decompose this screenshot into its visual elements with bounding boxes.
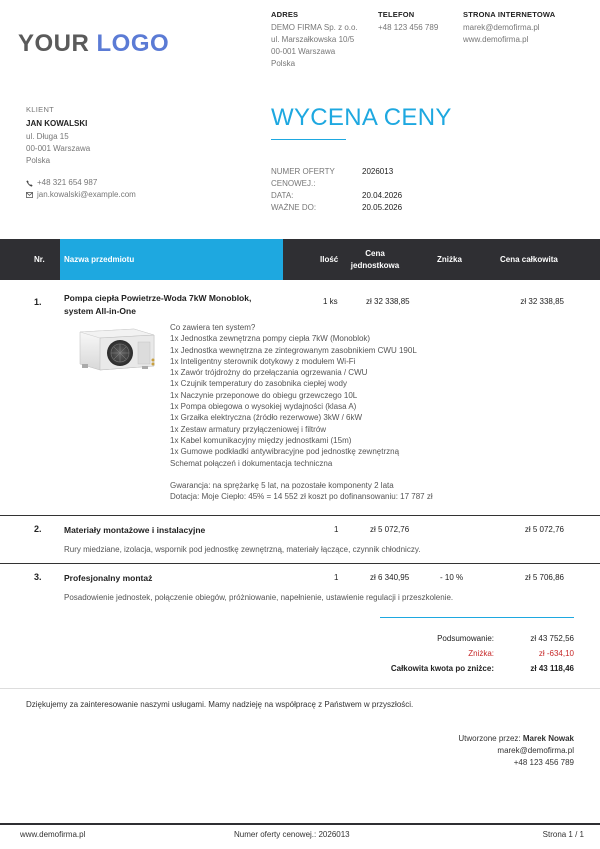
- row-description: Posadowienie jednostek, połączenie obiegów, próżniowanie, napełnienie, ustawienie regulacji i przeszkolenie.: [64, 593, 454, 602]
- discount-value: zł -634,10: [538, 649, 574, 658]
- created-by-email[interactable]: marek@demofirma.pl: [497, 746, 574, 755]
- client-phone-row: [26, 177, 136, 189]
- address-line: Polska: [271, 59, 296, 68]
- header-unit-price-line1: Cena: [365, 249, 385, 258]
- title-underline: [271, 139, 346, 140]
- description-line: 1x Jednostka wewnętrzna ze zintegrowanym zasobnikiem CWU 190L: [170, 345, 417, 355]
- row-unit-price: zł 32 338,85: [366, 297, 410, 306]
- row-unit-price: zł 6 340,95: [370, 573, 410, 582]
- footer-offer-number: Numer oferty cenowej.: 2026013: [234, 830, 350, 839]
- description-line: 1x Zawór trójdrożny do przełączania ogrzewania / CWU: [170, 368, 368, 378]
- row-item-name-line1: Pompa ciepła Powietrze-Woda 7kW Monoblok,: [64, 293, 252, 303]
- row-item-name: Profesjonalny montaż: [64, 573, 153, 583]
- client-block: [26, 105, 136, 201]
- client-address-line: 00-001 Warszawa: [26, 144, 91, 153]
- description-line: 1x Kabel komunikacyjny między jednostkami (15m): [170, 435, 352, 445]
- thank-you-note: Dziękujemy za zainteresowanie naszymi usługami. Mamy nadzieję na współpracę z Państwem w przyszłości.: [26, 700, 414, 709]
- row-item-name: [64, 292, 251, 318]
- valid-until-date: 20.05.2026: [362, 203, 403, 212]
- description-line: 1x Inteligentny sterownik dotykowy z modułem Wi-Fi: [170, 356, 356, 366]
- grand-total-value: zł 43 118,46: [530, 664, 574, 673]
- logo-word-your: YOUR: [18, 30, 90, 57]
- client-label: KLIENT: [26, 105, 55, 114]
- row-item-name-line2: system All-in-One: [64, 306, 136, 316]
- created-by-block: [374, 733, 574, 769]
- product-image: [74, 326, 158, 372]
- client-address-line: Polska: [26, 156, 51, 165]
- email-icon: [26, 192, 34, 198]
- row-separator: [0, 563, 600, 564]
- company-website[interactable]: www.demofirma.pl: [463, 35, 529, 44]
- address-line: ul. Marszałkowska 10/5: [271, 35, 355, 44]
- discount-label: Zniżka:: [468, 649, 494, 658]
- subtotal-value: zł 43 752,56: [530, 634, 574, 643]
- row-qty: 1: [334, 525, 339, 534]
- row-number: 3.: [34, 572, 42, 582]
- description-line: 1x Czujnik temperatury do zasobnika ciepłej wody: [170, 379, 347, 389]
- footer-rule: [0, 823, 600, 825]
- valid-until-label: WAŻNE DO:: [271, 203, 317, 212]
- row-total: zł 5 706,86: [524, 573, 564, 582]
- document-title: WYCENA CENY: [271, 104, 452, 131]
- phone-icon: [26, 180, 34, 187]
- created-by-phone: +48 123 456 789: [513, 758, 574, 767]
- row-item-name: Materiały montażowe i instalacyjne: [64, 525, 206, 535]
- company-phone: +48 123 456 789: [378, 23, 439, 32]
- description-line: Dotacja: Moje Ciepło: 45% = 14 552 zł koszt po dofinansowaniu: 17 787 zł: [170, 492, 433, 502]
- company-email[interactable]: marek@demofirma.pl: [463, 23, 540, 32]
- description-line: Schemat połączeń i dokumentacja techniczna: [170, 458, 333, 468]
- table-header: [0, 239, 600, 280]
- address-line: 00-001 Warszawa: [271, 47, 336, 56]
- client-name: JAN KOWALSKI: [26, 119, 88, 128]
- offer-date: 20.04.2026: [362, 191, 403, 200]
- description-line: 1x Jednostka zewnętrzna pompy ciepła 7kW (Monoblok): [170, 334, 371, 344]
- client-address-line: ul. Długa 15: [26, 132, 69, 141]
- description-line: Co zawiera ten system?: [170, 323, 256, 332]
- summary-block: [340, 634, 574, 679]
- logo-word-logo: LOGO: [96, 30, 170, 57]
- address-label: ADRES: [271, 10, 299, 19]
- offer-number: 2026013: [362, 167, 394, 176]
- row-number: 2.: [34, 524, 42, 534]
- row-discount: - 10 %: [440, 573, 464, 582]
- client-email[interactable]: jan.kowalski@example.com: [37, 190, 136, 199]
- address-line: DEMO FIRMA Sp. z o.o.: [271, 23, 358, 32]
- company-logo: [18, 30, 169, 58]
- phone-label: TELEFON: [378, 10, 415, 19]
- divider: [0, 688, 600, 689]
- row-unit-price: zł 5 072,76: [370, 525, 410, 534]
- footer-website[interactable]: www.demofirma.pl: [20, 830, 86, 839]
- subtotal-label: Podsumowanie:: [437, 634, 494, 643]
- header-qty: Ilość: [320, 255, 339, 264]
- grand-total-label: Całkowita kwota po zniżce:: [390, 664, 494, 673]
- row-qty: 1 ks: [323, 297, 338, 306]
- web-label: STRONA INTERNETOWA: [463, 10, 556, 19]
- created-by-name: Marek Nowak: [522, 734, 574, 743]
- footer-page: Strona 1 / 1: [542, 830, 584, 839]
- company-web-block: [463, 10, 555, 46]
- header-unit-price: [340, 248, 410, 272]
- offer-meta: [271, 166, 471, 214]
- description-line: 1x Zestaw armatury przyłączeniowej i filtrów: [170, 424, 327, 434]
- row-total: zł 32 338,85: [520, 297, 564, 306]
- header-unit-price-line2: jednostkowa: [350, 261, 400, 270]
- row-separator: [0, 515, 600, 516]
- row-description: [170, 322, 433, 502]
- row-total: zł 5 072,76: [524, 525, 564, 534]
- description-line: 1x Grzałka elektryczna (źródło rezerwowe) 3kW / 6kW: [170, 413, 363, 423]
- row-number: 1.: [34, 297, 42, 307]
- created-by-label: Utworzone przez:: [458, 734, 521, 743]
- heat-pump-illustration: [74, 326, 158, 372]
- header-discount: Zniżka: [437, 255, 462, 264]
- date-label: DATA:: [271, 191, 294, 200]
- row-description: Rury miedziane, izolacja, wspornik pod jednostkę zewnętrzną, materiały łączące, czynnik chłodniczy.: [64, 545, 421, 554]
- summary-rule: [380, 617, 574, 618]
- header-nr: Nr.: [34, 255, 45, 264]
- description-line: 1x Naczynie przeponowe do obiegu grzewczego 10L: [170, 390, 358, 400]
- company-address-block: [271, 10, 358, 70]
- header-name: Nazwa przedmiotu: [64, 255, 135, 264]
- description-line: Gwarancja: na sprężarkę 5 lat, na pozostałe komponenty 2 lata: [170, 480, 394, 490]
- row-qty: 1: [334, 573, 339, 582]
- client-phone: +48 321 654 987: [37, 178, 98, 187]
- client-email-row: [26, 189, 136, 201]
- offer-number-label-2: CENOWEJ.:: [271, 179, 316, 188]
- header-total: Cena całkowita: [500, 255, 558, 264]
- description-line: 1x Gumowe podkładki antywibracyjne pod jednostkę zewnętrzną: [170, 447, 400, 457]
- description-line: 1x Pompa obiegowa o wysokiej wydajności (klasa A): [170, 402, 357, 412]
- description-line: [170, 469, 433, 480]
- company-phone-block: [378, 10, 438, 34]
- offer-number-label: NUMER OFERTY: [271, 167, 335, 176]
